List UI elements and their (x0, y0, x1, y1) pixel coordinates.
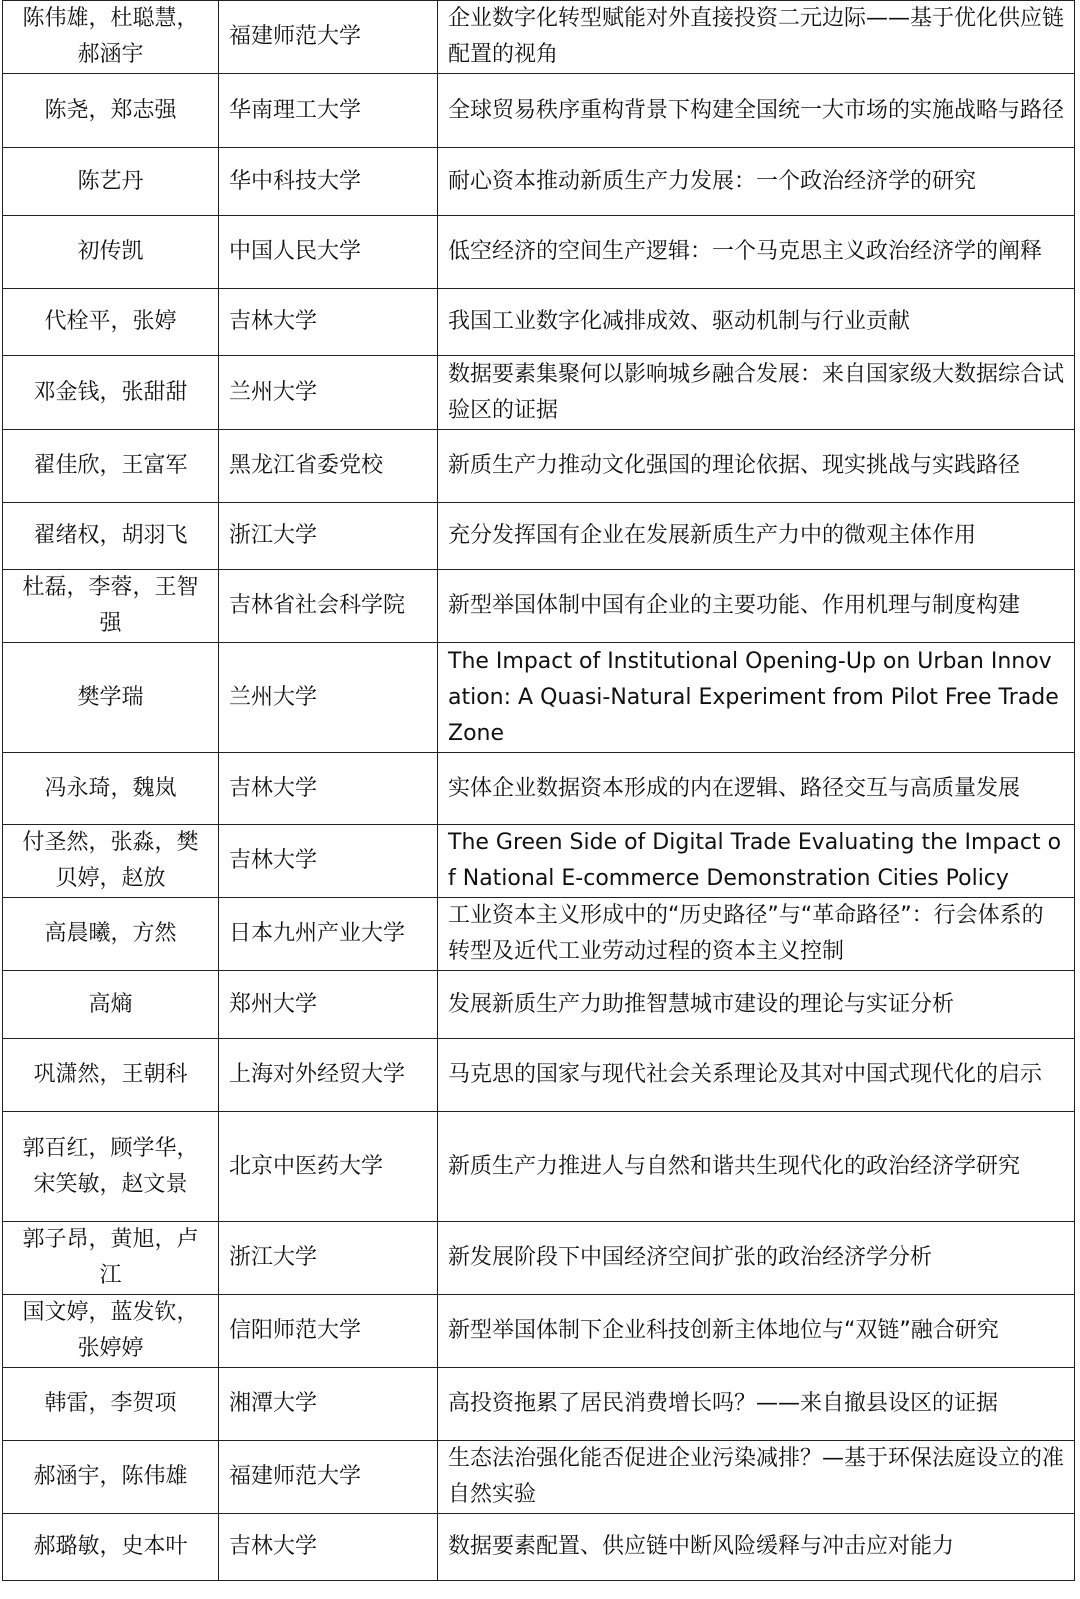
table-row (3, 898, 1075, 971)
author-cell: 翟绪权，胡羽飞 (3, 503, 219, 570)
title-cell: 耐心资本推动新质生产力发展：一个政治经济学的研究 (438, 148, 1075, 216)
title-cell: The Impact of Institutional Opening-Up on Urban Innovation: A Quasi-Natural Experiment from Pilot Free Trade Zone (438, 643, 1075, 753)
title-cell: 数据要素集聚何以影响城乡融合发展：来自国家级大数据综合试验区的证据 (438, 356, 1075, 430)
title-cell: 新型举国体制中国有企业的主要功能、作用机理与制度构建 (438, 570, 1075, 643)
title-cell: 实体企业数据资本形成的内在逻辑、路径交互与高质量发展 (438, 753, 1075, 825)
title-cell: 工业资本主义形成中的“历史路径”与“革命路径”：行会体系的转型及近代工业劳动过程的资本主义控制 (438, 898, 1075, 971)
table-row (3, 289, 1075, 356)
title-cell: 低空经济的空间生产逻辑：一个马克思主义政治经济学的阐释 (438, 216, 1075, 289)
author-cell: 陈伟雄，杜聪慧，郝涵宇 (3, 1, 219, 74)
title-cell: 充分发挥国有企业在发展新质生产力中的微观主体作用 (438, 503, 1075, 570)
institution-cell: 上海对外经贸大学 (219, 1039, 438, 1112)
paper-list-table (2, 0, 1075, 1581)
institution-cell: 吉林省社会科学院 (219, 570, 438, 643)
table-row (3, 825, 1075, 898)
table-row (3, 356, 1075, 430)
table-row (3, 753, 1075, 825)
title-cell: 新发展阶段下中国经济空间扩张的政治经济学分析 (438, 1222, 1075, 1295)
table-row (3, 1368, 1075, 1441)
author-cell: 樊学瑞 (3, 643, 219, 753)
author-cell: 杜磊，李蓉，王智强 (3, 570, 219, 643)
author-cell: 高熵 (3, 971, 219, 1039)
institution-cell: 华中科技大学 (219, 148, 438, 216)
institution-cell: 日本九州产业大学 (219, 898, 438, 971)
institution-cell: 吉林大学 (219, 753, 438, 825)
author-cell: 高晨曦，方然 (3, 898, 219, 971)
author-cell: 郭子昂，黄旭，卢江 (3, 1222, 219, 1295)
title-cell: The Green Side of Digital Trade Evaluating the Impact of National E-commerce Demonstration Cities Policy (438, 825, 1075, 898)
author-cell: 翟佳欣，王富军 (3, 430, 219, 503)
author-cell: 代栓平，张婷 (3, 289, 219, 356)
table-row (3, 570, 1075, 643)
title-cell: 新质生产力推进人与自然和谐共生现代化的政治经济学研究 (438, 1112, 1075, 1222)
title-cell: 发展新质生产力助推智慧城市建设的理论与实证分析 (438, 971, 1075, 1039)
table-row (3, 216, 1075, 289)
institution-cell: 中国人民大学 (219, 216, 438, 289)
institution-cell: 吉林大学 (219, 289, 438, 356)
table-row (3, 430, 1075, 503)
table-row (3, 971, 1075, 1039)
institution-cell: 福建师范大学 (219, 1, 438, 74)
institution-cell: 浙江大学 (219, 1222, 438, 1295)
institution-cell: 北京中医药大学 (219, 1112, 438, 1222)
institution-cell: 福建师范大学 (219, 1441, 438, 1514)
table-row (3, 1441, 1075, 1514)
author-cell: 陈尧，郑志强 (3, 74, 219, 148)
table-row (3, 148, 1075, 216)
author-cell: 初传凯 (3, 216, 219, 289)
table-row (3, 643, 1075, 753)
institution-cell: 湘潭大学 (219, 1368, 438, 1441)
institution-cell: 吉林大学 (219, 825, 438, 898)
table-row (3, 1295, 1075, 1368)
institution-cell: 黑龙江省委党校 (219, 430, 438, 503)
table-row (3, 74, 1075, 148)
author-cell: 郝璐敏，史本叶 (3, 1514, 219, 1581)
author-cell: 邓金钱，张甜甜 (3, 356, 219, 430)
title-cell: 马克思的国家与现代社会关系理论及其对中国式现代化的启示 (438, 1039, 1075, 1112)
title-cell: 企业数字化转型赋能对外直接投资二元边际——基于优化供应链配置的视角 (438, 1, 1075, 74)
table-row (3, 1112, 1075, 1222)
institution-cell: 华南理工大学 (219, 74, 438, 148)
table-row (3, 1514, 1075, 1581)
author-cell: 郝涵宇，陈伟雄 (3, 1441, 219, 1514)
paper-list-body (3, 1, 1075, 1581)
institution-cell: 兰州大学 (219, 643, 438, 753)
institution-cell: 浙江大学 (219, 503, 438, 570)
author-cell: 韩雷，李贺项 (3, 1368, 219, 1441)
author-cell: 国文婷，蓝发钦，张婷婷 (3, 1295, 219, 1368)
institution-cell: 信阳师范大学 (219, 1295, 438, 1368)
title-cell: 全球贸易秩序重构背景下构建全国统一大市场的实施战略与路径 (438, 74, 1075, 148)
title-cell: 高投资拖累了居民消费增长吗？——来自撤县设区的证据 (438, 1368, 1075, 1441)
title-cell: 数据要素配置、供应链中断风险缓释与冲击应对能力 (438, 1514, 1075, 1581)
author-cell: 巩潇然，王朝科 (3, 1039, 219, 1112)
table-row (3, 503, 1075, 570)
title-cell: 新质生产力推动文化强国的理论依据、现实挑战与实践路径 (438, 430, 1075, 503)
author-cell: 陈艺丹 (3, 148, 219, 216)
author-cell: 郭百红，顾学华，宋笑敏，赵文景 (3, 1112, 219, 1222)
table-row (3, 1, 1075, 74)
table-row (3, 1222, 1075, 1295)
institution-cell: 兰州大学 (219, 356, 438, 430)
title-cell: 新型举国体制下企业科技创新主体地位与“双链”融合研究 (438, 1295, 1075, 1368)
author-cell: 冯永琦，魏岚 (3, 753, 219, 825)
title-cell: 我国工业数字化减排成效、驱动机制与行业贡献 (438, 289, 1075, 356)
institution-cell: 吉林大学 (219, 1514, 438, 1581)
table-row (3, 1039, 1075, 1112)
author-cell: 付圣然，张淼，樊贝婷，赵放 (3, 825, 219, 898)
institution-cell: 郑州大学 (219, 971, 438, 1039)
title-cell: 生态法治强化能否促进企业污染减排？—基于环保法庭设立的准自然实验 (438, 1441, 1075, 1514)
